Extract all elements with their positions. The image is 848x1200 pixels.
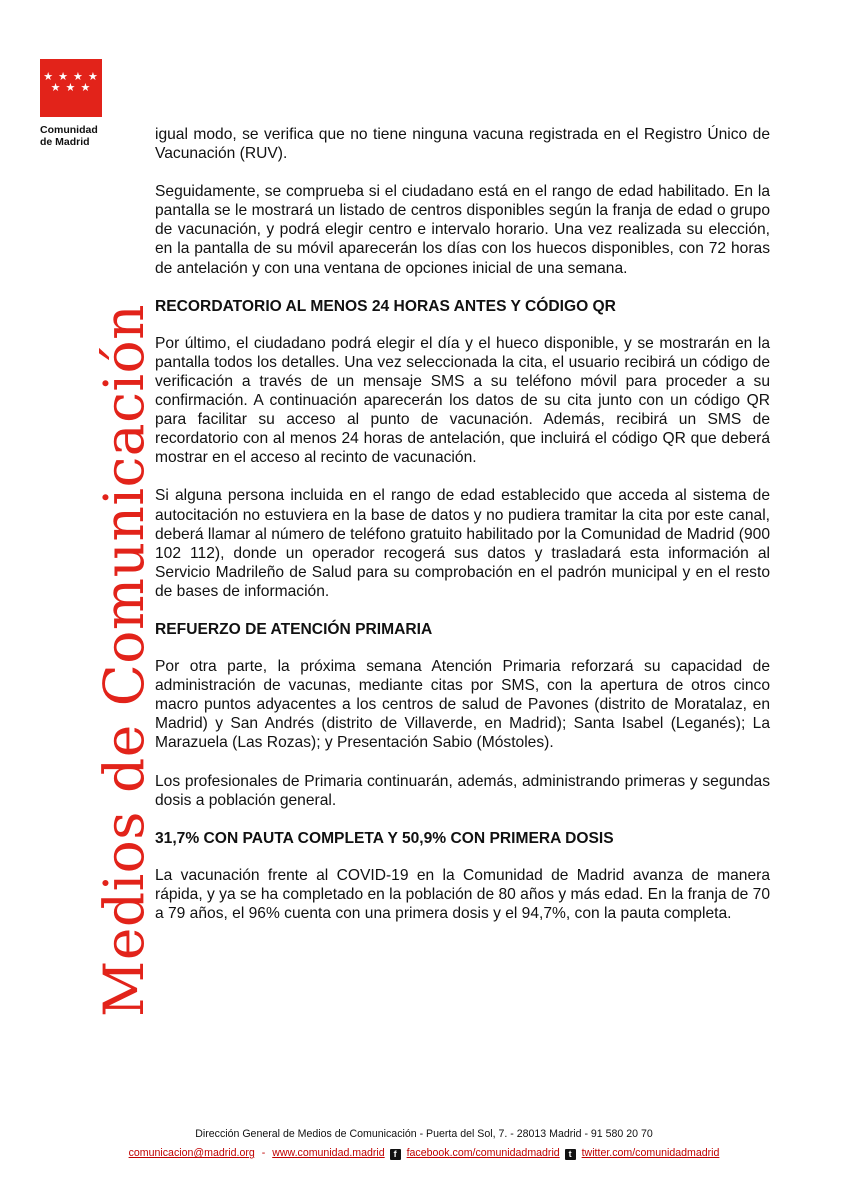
paragraph-1: igual modo, se verifica que no tiene ninguna vacuna registrada en el Registro Único de Vacunación (RUV). bbox=[155, 126, 770, 163]
logo-stars-row2: ★ ★ ★ bbox=[50, 82, 92, 94]
facebook-icon: f bbox=[390, 1149, 401, 1160]
document-body bbox=[155, 125, 770, 942]
footer-links bbox=[0, 1147, 848, 1160]
comunidad-madrid-logo bbox=[40, 59, 102, 117]
vertical-section-title: Medios de Comunicación bbox=[92, 303, 156, 1017]
logo-line2: de Madrid bbox=[40, 136, 90, 148]
paragraph-7: La vacunación frente al COVID-19 en la Comunidad de Madrid avanza de manera rápida, y ya se ha completado en la población de 80 años y más edad. En la franja de 70 a 79 años, el 96% cuenta con una primera dosis y el 94,7%, con la pauta completa. bbox=[155, 866, 770, 922]
logo-text bbox=[40, 124, 120, 148]
paragraph-2: Seguidamente, se comprueba si el ciudadano está en el rango de edad habilitado. En la pantalla se le mostrará un listado de centros disponibles según la franja de edad o grupo de vacunación, y podrá elegir centro e intervalo horario. Una vez realizada su elección, en la pantalla de su móvil aparecerán los días con los huecos disponibles, con 72 horas de antelación y con una ventana de opciones inicial de una semana. bbox=[155, 183, 770, 277]
twitter-link[interactable]: twitter.com/comunidadmadrid bbox=[581, 1147, 720, 1159]
web-link[interactable]: www.comunidad.madrid bbox=[272, 1147, 385, 1159]
heading-recordatorio: RECORDATORIO AL MENOS 24 HORAS ANTES Y CÓDIGO QR bbox=[155, 297, 616, 315]
paragraph-5: Por otra parte, la próxima semana Atención Primaria reforzará su capacidad de administración de vacunas, mediante citas por SMS, con la apertura de otros cinco macro puntos adyacentes a los centros de salud de Pavones (distrito de Moratalaz, en Madrid) y San Andrés (distrito de Villaverde, en Madrid); Santa Isabel (Leganés); La Marazuela (Las Rozas); y Presentación Sabio (Móstoles). bbox=[155, 658, 770, 752]
facebook-link[interactable]: facebook.com/comunidadmadrid bbox=[406, 1147, 560, 1159]
footer-address: Dirección General de Medios de Comunicación - Puerta del Sol, 7. - 28013 Madrid - 91 580 20 70 bbox=[195, 1128, 653, 1140]
logo-line1: Comunidad bbox=[40, 124, 98, 136]
logo-stars-row1: ★ ★ ★ ★ bbox=[43, 71, 99, 83]
twitter-icon: t bbox=[565, 1149, 576, 1160]
paragraph-6: Los profesionales de Primaria continuarán, además, administrando primeras y segundas dosis a población general. bbox=[155, 772, 770, 809]
heading-refuerzo: REFUERZO DE ATENCIÓN PRIMARIA bbox=[155, 620, 433, 638]
email-link[interactable]: comunicacion@madrid.org bbox=[128, 1147, 255, 1159]
paragraph-3: Por último, el ciudadano podrá elegir el día y el hueco disponible, y se mostrarán en la pantalla todos los detalles. Una vez seleccionada la cita, el usuario recibirá un código de verificación a través de un mensaje SMS a su teléfono móvil para proceder a su confirmación. A continuación aparecerán los datos de su cita junto con un código QR para facilitar su acceso al punto de vacunación. Además, recibirá un SMS de recordatorio con al menos 24 horas de antelación, que incluirá el código QR que deberá mostrar en el acceso al recinto de vacunación. bbox=[155, 334, 770, 467]
heading-pauta: 31,7% CON PAUTA COMPLETA Y 50,9% CON PRIMERA DOSIS bbox=[155, 829, 614, 847]
footer-separator: - bbox=[261, 1147, 266, 1159]
paragraph-4: Si alguna persona incluida en el rango de edad establecido que acceda al sistema de autocitación no estuviera en la base de datos y no pudiera tramitar la cita por este canal, deberá llamar al número de teléfono gratuito habilitado por la Comunidad de Madrid (900 102 112), donde un operador recogerá sus datos y trasladará esta información al Servicio Madrileño de Salud para su comprobación en el padrón municipal y en el resto de bases de información. bbox=[155, 487, 770, 600]
